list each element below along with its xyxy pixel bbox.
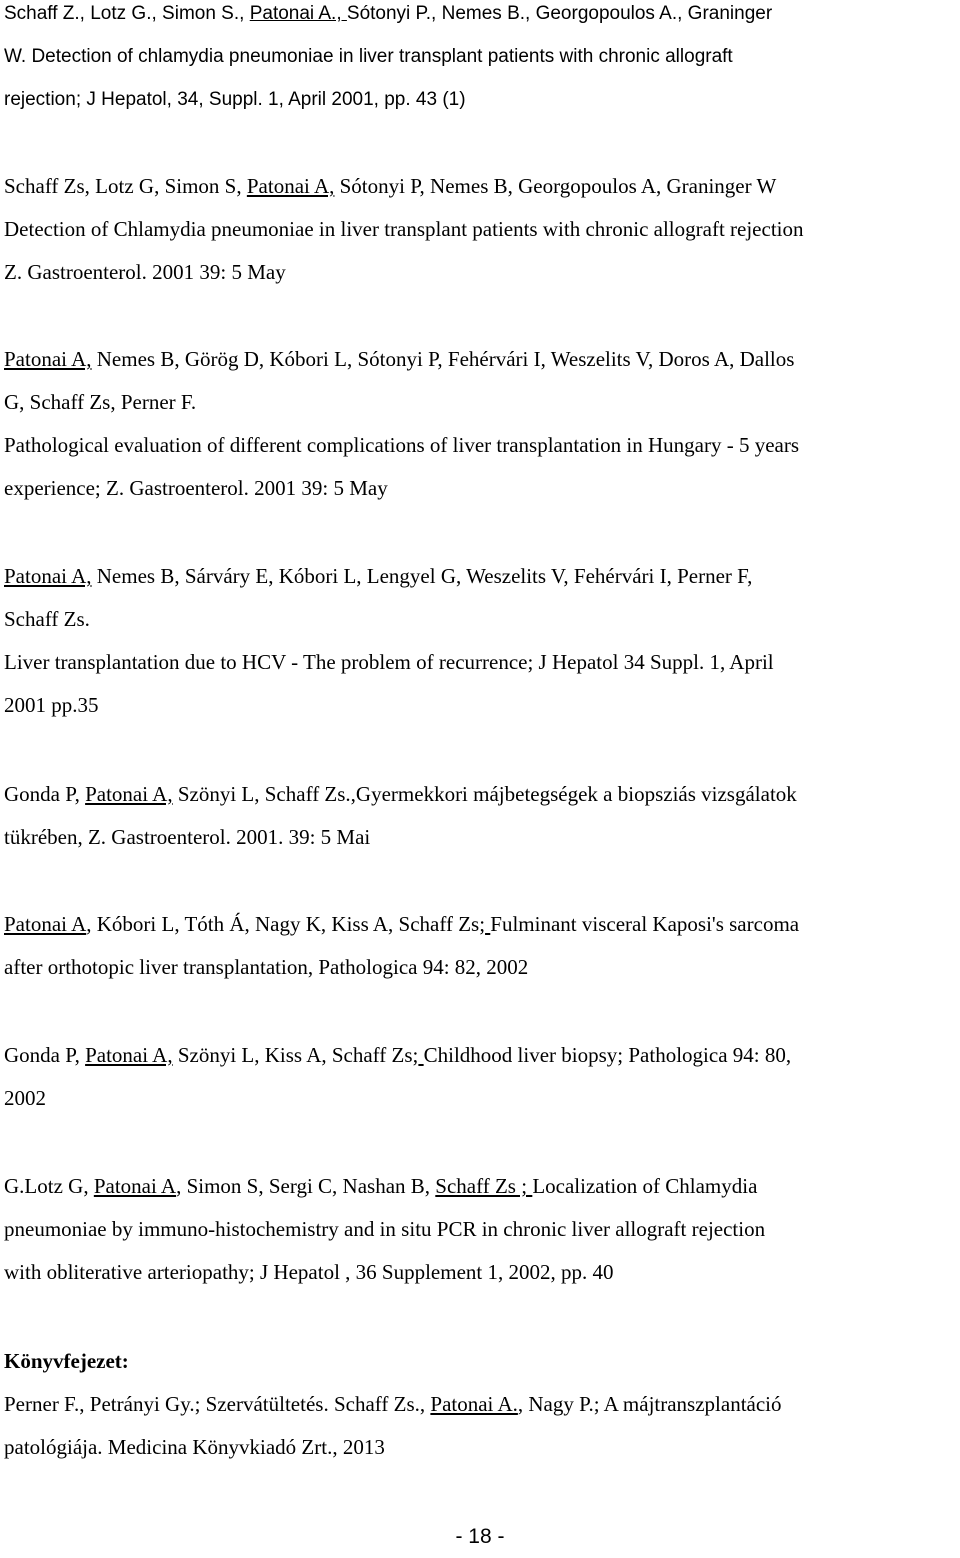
reference-entry-1 [4, 0, 960, 121]
author-list: Sótonyi P, Nemes B, Georgopoulos A, Graninger W [334, 174, 777, 198]
section-heading: Könyvfejezet: [4, 1349, 129, 1373]
author-list: Gonda P, [4, 782, 86, 806]
reference-entry-5 [4, 773, 960, 859]
ref-line: 2002 [4, 1086, 46, 1110]
page-number: - 18 - [455, 1525, 505, 1548]
ref-line [4, 338, 960, 381]
ref-line: rejection; J Hepatol, 34, Suppl. 1, April 2001, pp. 43 (1) [4, 89, 466, 110]
ref-line [4, 1034, 960, 1077]
book-chapter-section [4, 1340, 960, 1469]
author-list: Szönyi L, Schaff Zs.,Gyermekkori májbetegségek a biopsziás vizsgálatok [172, 782, 797, 806]
article-title: Localization of Chlamydia [532, 1174, 758, 1198]
ref-line: Z. Gastroenterol. 2001 39: 5 May [4, 260, 286, 284]
author-list: Schaff Z., Lotz G., Simon S., [4, 3, 250, 24]
author-list: Perner F., Petrányi Gy.; Szervátültetés. Schaff Zs., [4, 1392, 431, 1416]
highlighted-author: Patonai A, [4, 347, 92, 371]
ref-line: Liver transplantation due to HCV - The problem of recurrence; J Hepatol 34 Suppl. 1, April [4, 650, 774, 674]
ref-line [4, 0, 960, 35]
article-title: Childhood liver biopsy; Pathologica 94: 80, [423, 1043, 792, 1067]
ref-line [4, 903, 960, 946]
ref-line: Pathological evaluation of different complications of liver transplantation in Hungary - 5 years [4, 433, 800, 457]
author-list: Nemes B, Görög D, Kóbori L, Sótonyi P, Fehérvári I, Weszelits V, Doros A, Dallos [91, 347, 795, 371]
highlighted-author: Patonai A., [249, 3, 347, 24]
author-list: G.Lotz G, [4, 1174, 94, 1198]
ref-line [4, 555, 960, 598]
highlighted-author: Patonai A, [85, 1043, 173, 1067]
author-list: Nemes B, Sárváry E, Kóbori L, Lengyel G, Weszelits V, Fehérvári I, Perner F, [91, 564, 753, 588]
article-title: Fulminant visceral Kaposi's sarcoma [490, 912, 800, 936]
ref-line: G, Schaff Zs, Perner F. [4, 390, 197, 414]
ref-line [4, 1383, 960, 1426]
author-list: , Nagy P.; A májtranszplantáció [517, 1392, 782, 1416]
ref-line [4, 165, 960, 208]
highlighted-author: Patonai A [93, 1174, 177, 1198]
ref-line: with obliterative arteriopathy; J Hepatol , 36 Supplement 1, 2002, pp. 40 [4, 1260, 614, 1284]
reference-entry-6 [4, 903, 960, 989]
highlighted-author: Patonai A. [430, 1392, 518, 1416]
ref-line: tükrében, Z. Gastroenterol. 2001. 39: 5 Mai [4, 825, 371, 849]
ref-line: Detection of Chlamydia pneumoniae in liver transplant patients with chronic allograft rejection [4, 217, 804, 241]
author-list: Schaff Zs, Lotz G, Simon S, [4, 174, 247, 198]
ref-line: after orthotopic liver transplantation, Pathologica 94: 82, 2002 [4, 955, 529, 979]
reference-entry-2 [4, 165, 960, 294]
ref-line: Schaff Zs. [4, 607, 90, 631]
author-list: Sótonyi P., Nemes B., Georgopoulos A., Graninger [346, 3, 773, 24]
author-list: , Kóbori L, Tóth Á, Nagy K, Kiss A, Schaff Zs; [86, 912, 486, 936]
reference-entry-3 [4, 338, 960, 510]
ref-line [4, 773, 960, 816]
ref-line: pneumoniae by immuno-histochemistry and in situ PCR in chronic liver allograft rejection [4, 1217, 766, 1241]
author-list: Gonda P, [4, 1043, 86, 1067]
ref-line: 2001 pp.35 [4, 693, 99, 717]
reference-entry-7 [4, 1034, 960, 1120]
highlighted-author: Patonai A, [85, 782, 173, 806]
ref-line [4, 1165, 960, 1208]
highlighted-author: Patonai A, [246, 174, 335, 198]
author-list: , Simon S, Sergi C, Nashan B, [176, 1174, 436, 1198]
highlighted-author: Patonai A [4, 912, 87, 936]
ref-line: W. Detection of chlamydia pneumoniae in liver transplant patients with chronic allograft [4, 46, 733, 67]
highlighted-author: Schaff Zs ; [435, 1174, 533, 1198]
highlighted-author: Patonai A, [4, 564, 92, 588]
ref-line: experience; Z. Gastroenterol. 2001 39: 5 May [4, 476, 388, 500]
ref-line: patológiája. Medicina Könyvkiadó Zrt., 2013 [4, 1435, 385, 1459]
reference-entry-8 [4, 1165, 960, 1294]
reference-entry-4 [4, 555, 960, 727]
author-list: Szönyi L, Kiss A, Schaff Zs; [172, 1043, 419, 1067]
